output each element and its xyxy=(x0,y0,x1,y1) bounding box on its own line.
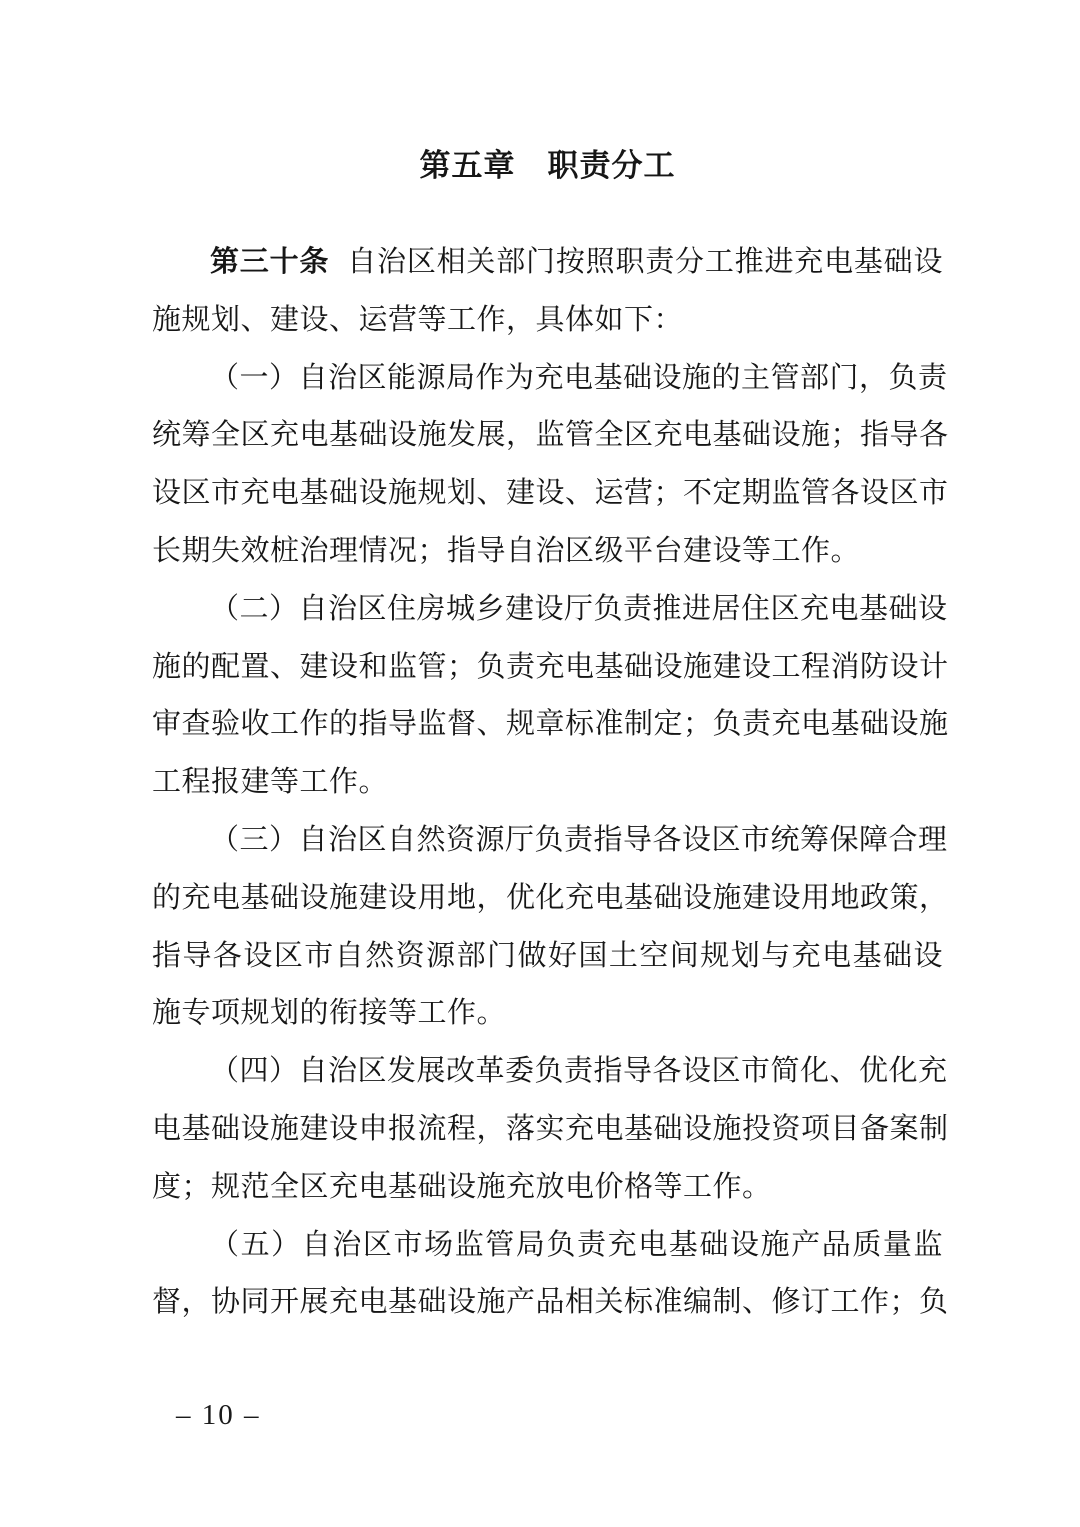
body-line: 督，协同开展充电基础设施产品相关标准编制、修订工作；负 xyxy=(152,1286,949,1319)
body-line: 度；规范全区充电基础设施充放电价格等工作。 xyxy=(152,1170,772,1203)
document-body xyxy=(152,234,949,1332)
body-line: （一）自治区能源局作为充电基础设施的主管部门，负责 xyxy=(210,361,948,394)
body-line: 施规划、建设、运营等工作，具体如下： xyxy=(152,303,684,336)
body-line: 施专项规划的衔接等工作。 xyxy=(152,997,507,1030)
body-line: 施的配置、建设和监管；负责充电基础设施建设工程消防设计 xyxy=(152,650,949,683)
body-line: 工程报建等工作。 xyxy=(152,766,389,799)
body-line: （四）自治区发展改革委负责指导各设区市简化、优化充 xyxy=(210,1055,948,1088)
article-number: 第三十条 xyxy=(210,246,330,278)
body-line: （五）自治区市场监管局负责充电基础设施产品质量监 xyxy=(210,1228,943,1261)
body-line: 指导各设区市自然资源部门做好国土空间规划与充电基础设 xyxy=(152,939,943,972)
chapter-title: 第五章 职责分工 xyxy=(419,148,676,183)
body-line: 的充电基础设施建设用地，优化充电基础设施建设用地政策， xyxy=(152,881,949,914)
body-line xyxy=(152,234,943,292)
body-line: 长期失效桩治理情况；指导自治区级平台建设等工作。 xyxy=(152,534,861,567)
body-line-text: 自治区相关部门按照职责分工推进充电基础设 xyxy=(347,246,943,278)
body-line: 审查验收工作的指导监督、规章标准制定；负责充电基础设施 xyxy=(152,708,949,741)
body-line: 设区市充电基础设施规划、建设、运营；不定期监管各设区市 xyxy=(152,477,949,510)
body-line: （三）自治区自然资源厅负责指导各设区市统筹保障合理 xyxy=(210,823,948,856)
body-line: （二）自治区住房城乡建设厅负责推进居住区充电基础设 xyxy=(210,592,948,625)
body-line: 电基础设施建设申报流程，落实充电基础设施投资项目备案制 xyxy=(152,1112,949,1145)
page-number: – 10 – xyxy=(176,1399,261,1431)
body-line: 统筹全区充电基础设施发展，监管全区充电基础设施；指导各 xyxy=(152,419,949,452)
